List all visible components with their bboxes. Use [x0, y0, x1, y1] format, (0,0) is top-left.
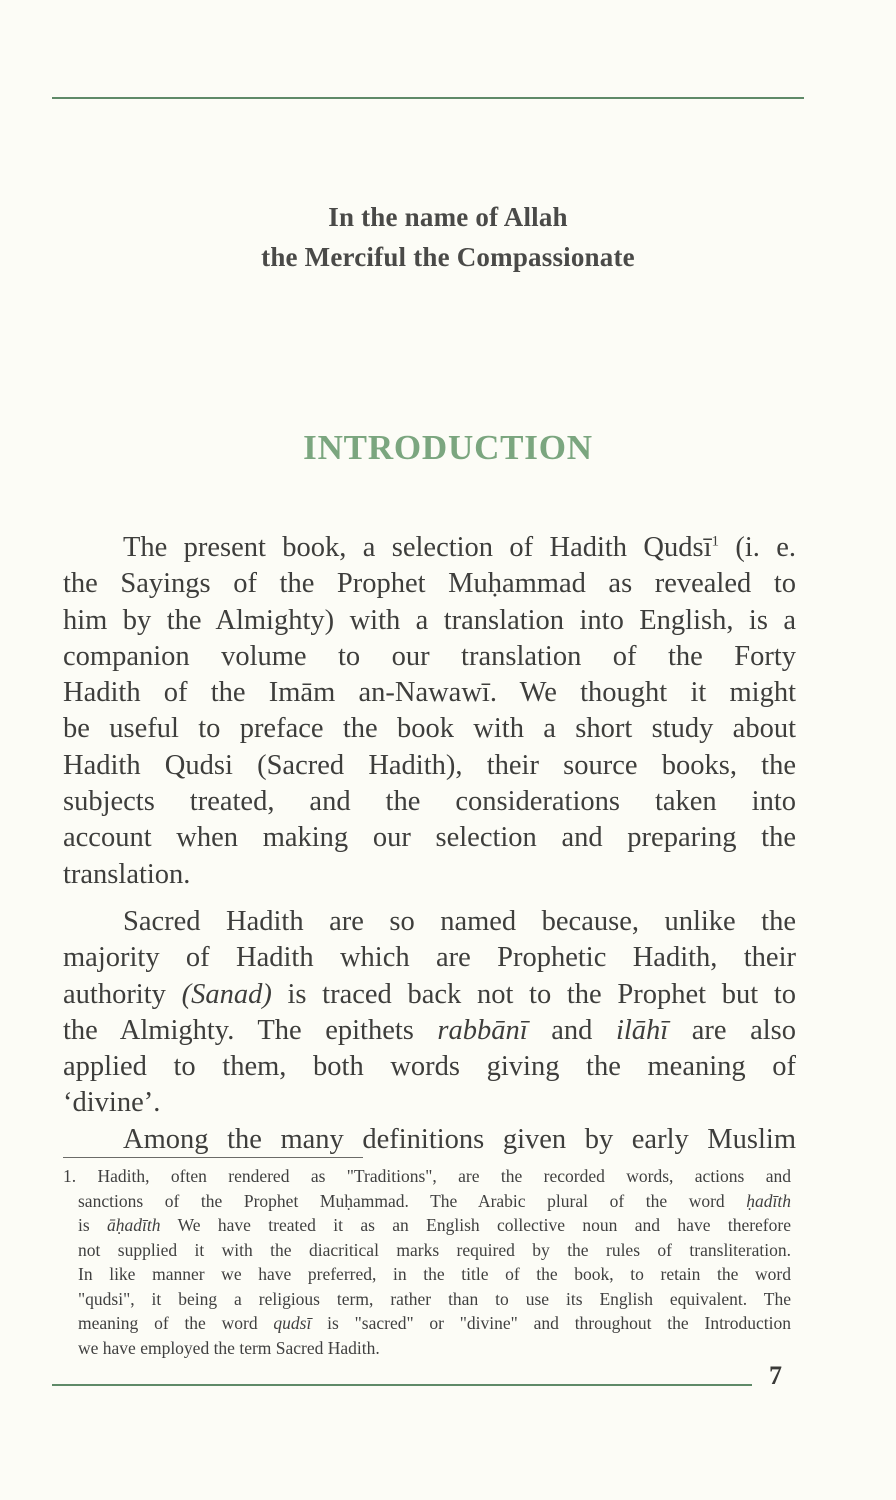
footnote-line [63, 1189, 791, 1214]
footnote-line: we have employed the term Sacred Hadith. [78, 1337, 380, 1358]
line-text: meaning of the word [78, 1313, 274, 1333]
footnote-line [63, 1164, 791, 1189]
italic-term: rabbānī [437, 1014, 528, 1046]
footnote-1 [63, 1164, 791, 1360]
paragraph-line: subjects treated, and the considerations taken into [63, 786, 796, 818]
basmala-line-2: the Merciful the Compassionate [261, 242, 635, 272]
paragraph-line [63, 977, 796, 1013]
paragraph-line: Among the many definitions given by early Muslim [123, 1123, 796, 1155]
paragraph-line: companion volume to our translation of the Forty [63, 640, 796, 672]
paragraph-line: ‘divine’. [63, 1087, 161, 1119]
footnote-number: 1. [63, 1166, 77, 1186]
paragraph-line: him by the Almighty) with a translation into English, is a [63, 604, 796, 636]
paragraph-1 [63, 530, 796, 893]
footnote-separator [63, 1157, 363, 1158]
italic-term: (Sanad) [181, 978, 272, 1010]
paragraph-line: be useful to preface the book with a short study about [63, 713, 796, 745]
paragraph-line [63, 530, 796, 566]
line-text: sanctions of the Prophet Muḥammad. The Arabic plural of the word [78, 1190, 747, 1211]
line-text: is traced back not to the Prophet but to [271, 978, 796, 1010]
italic-term: āḥadīth [107, 1215, 161, 1235]
italic-term: ilāhī [615, 1014, 669, 1046]
paragraph-line: translation. [63, 858, 191, 890]
line-text: We have treated it as an English collective noun and have therefore [160, 1215, 791, 1235]
paragraph-line: Hadith Qudsi (Sacred Hadith), their source books, the [63, 749, 796, 781]
paragraph-line [63, 1013, 796, 1049]
footnote-line: not supplied it with the diacritical marks required by the rules of transliteration. [78, 1239, 791, 1260]
paragraph-line: Sacred Hadith are so named because, unlike the [123, 906, 796, 937]
line-text: are also [668, 1014, 796, 1046]
line-text: (i. e. [719, 532, 796, 563]
line-text: the Almighty. The epithets [63, 1014, 438, 1046]
line-text: is [78, 1215, 108, 1235]
paragraph-line: Hadith of the Imām an-Nawawī. We thought it might [63, 677, 796, 709]
footnote-line: "qudsi", it being a religious term, rather than to use its English equivalent. The [78, 1288, 791, 1309]
line-text: is "sacred" or "divine" and throughout the Introduction [311, 1313, 791, 1333]
line-text: The present book, a selection of Hadith Qudsī [123, 532, 712, 563]
line-text: Hadith, often rendered as "Traditions", are the recorded words, actions and [97, 1166, 791, 1186]
footnote-line [63, 1311, 791, 1336]
footnote-line [63, 1213, 791, 1238]
footnote-line: In like manner we have preferred, in the title of the book, to retain the word [78, 1264, 791, 1284]
top-rule [52, 97, 804, 99]
page-number: 7 [769, 1361, 782, 1390]
basmala-line-1: In the name of Allah [328, 202, 568, 232]
footnote-marker[interactable]: 1 [711, 533, 719, 550]
paragraph-line: applied to them, both words giving the meaning of [63, 1051, 796, 1083]
section-heading: INTRODUCTION [303, 428, 593, 467]
paragraph-2 [63, 904, 796, 1158]
italic-term: qudsī [273, 1313, 312, 1333]
paragraph-line: the Sayings of the Prophet Muḥammad as revealed to [63, 568, 796, 600]
italic-term: ḥadīth [746, 1190, 791, 1211]
paragraph-line: account when making our selection and preparing the [63, 822, 796, 854]
paragraph-line: majority of Hadith which are Prophetic Hadith, their [63, 942, 796, 974]
line-text: and [527, 1014, 616, 1046]
bottom-rule [52, 1384, 752, 1386]
line-text: authority [63, 978, 182, 1010]
